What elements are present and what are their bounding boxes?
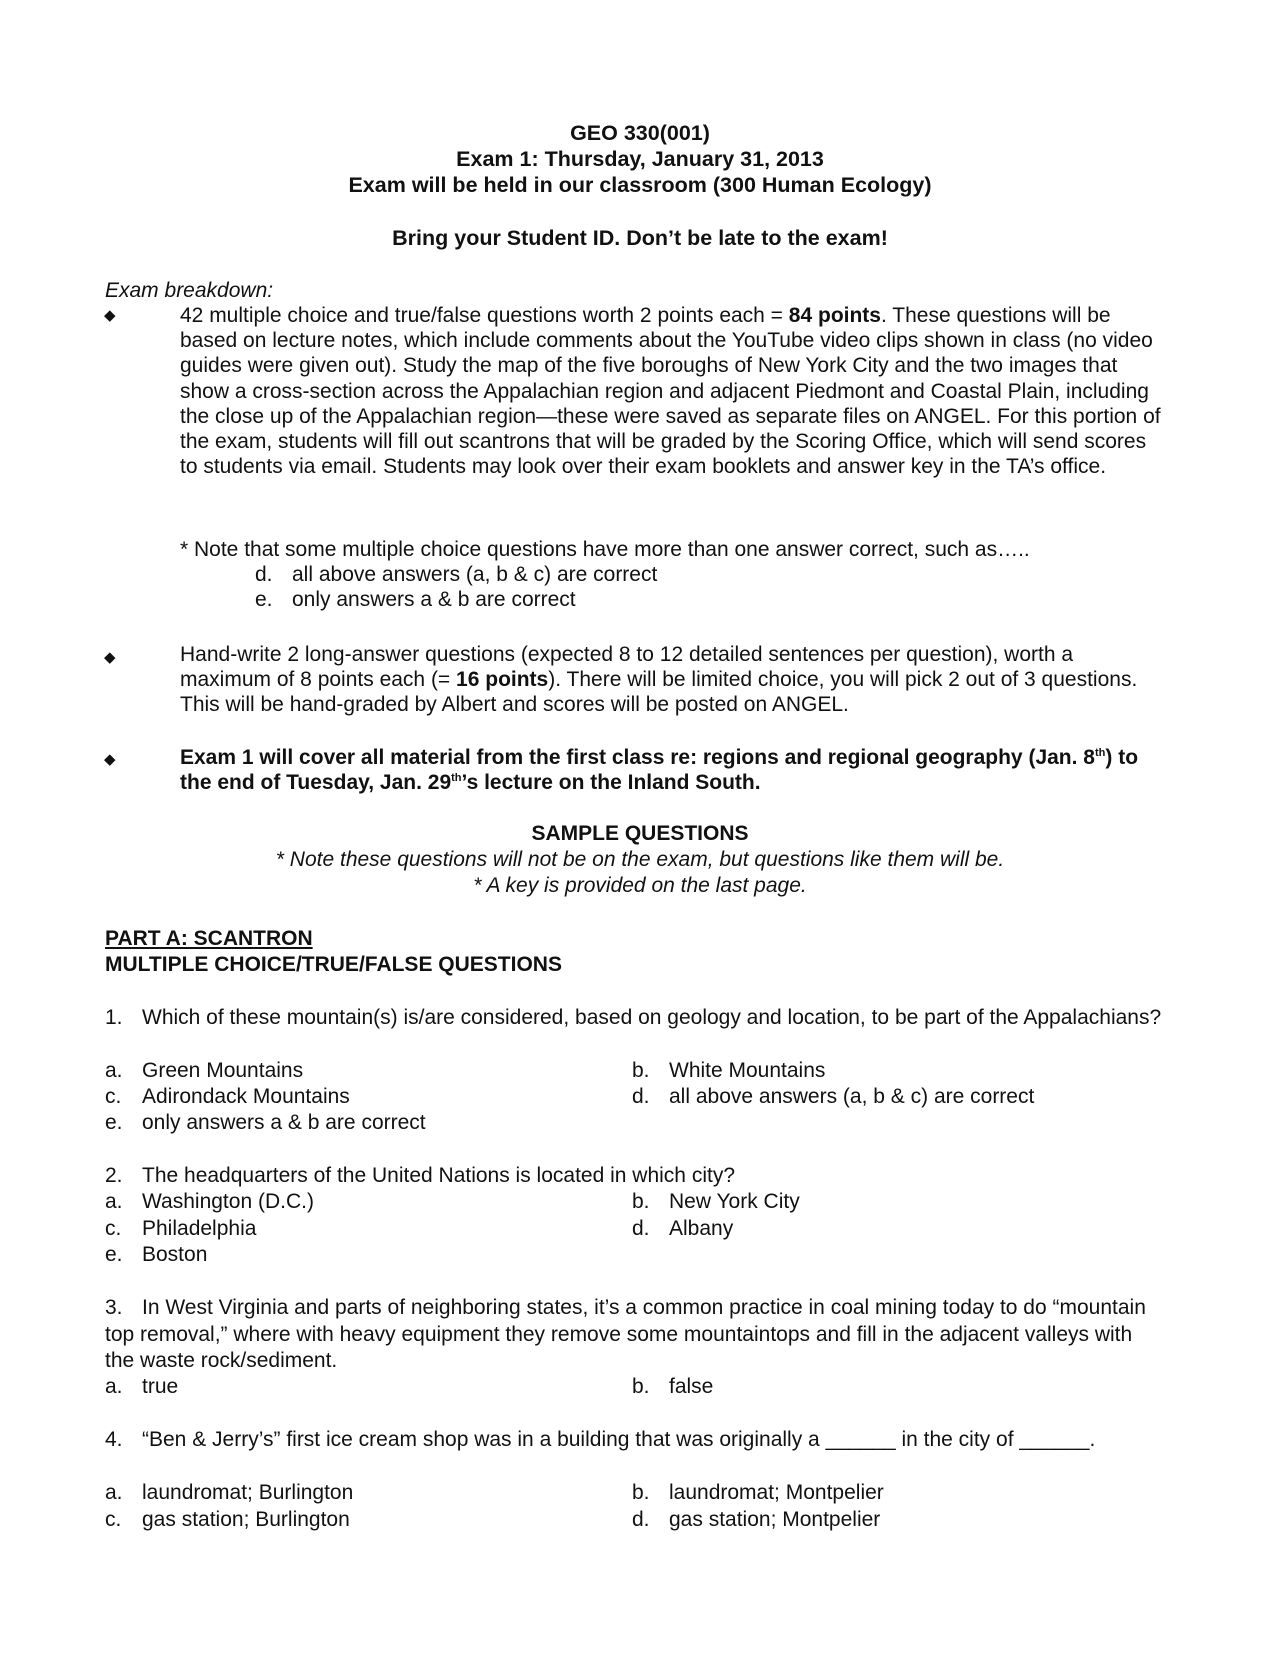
exam-reminder: Bring your Student ID. Don’t be late to the exam! xyxy=(392,226,888,250)
option-letter: d. xyxy=(632,1508,650,1531)
q1-option-e xyxy=(105,1110,426,1136)
item3-sup2: th xyxy=(451,772,462,785)
bullet-icon: ◆ xyxy=(104,649,116,666)
sub-item-e-text: only answers a & b are correct xyxy=(292,588,576,611)
option-text: all above answers (a, b & c) are correct xyxy=(669,1085,1035,1108)
question-text: Which of these mountain(s) is/are considered, based on geology and location, to be part of the Appalachians? xyxy=(142,1006,1162,1029)
q3-option-b xyxy=(632,1374,713,1400)
option-letter: d. xyxy=(632,1217,650,1240)
option-text: Washington (D.C.) xyxy=(142,1190,314,1213)
question-text: The headquarters of the United Nations is located in which city? xyxy=(142,1164,735,1187)
q1-option-d xyxy=(632,1084,1034,1110)
q4-option-a xyxy=(105,1480,353,1506)
breakdown-note: * Note that some multiple choice questions have more than one answer correct, such as….. xyxy=(180,538,1030,561)
option-text: gas station; Burlington xyxy=(142,1508,350,1531)
question-number: 4. xyxy=(105,1428,123,1451)
q1-option-c xyxy=(105,1084,350,1110)
sample-questions-title: SAMPLE QUESTIONS xyxy=(531,822,749,845)
part-a-title: PART A: SCANTRON xyxy=(105,927,313,950)
q4-option-c xyxy=(105,1507,350,1533)
sub-item-d-letter: d. xyxy=(255,563,273,586)
option-text: Philadelphia xyxy=(142,1217,257,1240)
question-3 xyxy=(105,1295,1165,1375)
question-4 xyxy=(105,1427,1165,1454)
option-letter: b. xyxy=(632,1481,650,1504)
q4-option-b xyxy=(632,1480,884,1506)
option-text: Green Mountains xyxy=(142,1059,304,1082)
q3-option-a xyxy=(105,1374,178,1400)
option-text: true xyxy=(142,1375,179,1398)
option-text: New York City xyxy=(669,1190,800,1213)
part-a-subtitle: MULTIPLE CHOICE/TRUE/FALSE QUESTIONS xyxy=(105,953,562,976)
option-letter: a. xyxy=(105,1190,123,1213)
option-text: laundromat; Burlington xyxy=(142,1481,354,1504)
q2-option-a xyxy=(105,1189,314,1215)
option-text: White Mountains xyxy=(669,1059,826,1082)
option-text: Albany xyxy=(669,1217,734,1240)
note-sub-item-d xyxy=(255,562,657,587)
note-sub-item-e xyxy=(255,587,576,612)
item1-points: 84 points xyxy=(788,304,881,327)
item2-text-pre: Hand-write 2 long-answer questions (expected 8 to 12 detailed sentences per question), worth a maximum of 8 points each (= xyxy=(180,643,1074,692)
q2-option-b xyxy=(632,1189,800,1215)
sub-item-e-letter: e. xyxy=(255,588,273,611)
option-text: gas station; Montpelier xyxy=(669,1508,881,1531)
option-letter: c. xyxy=(105,1217,122,1240)
item3-sup1: th xyxy=(1094,747,1106,759)
option-letter: b. xyxy=(632,1059,650,1082)
question-number: 2. xyxy=(105,1164,123,1187)
breakdown-heading: Exam breakdown: xyxy=(105,279,274,302)
q1-option-a xyxy=(105,1058,303,1084)
option-text: Adirondack Mountains xyxy=(142,1085,350,1108)
question-number: 1. xyxy=(105,1006,123,1029)
item3-part3: ’s lecture on the Inland South. xyxy=(461,771,761,795)
breakdown-item-2 xyxy=(180,642,1165,718)
question-2 xyxy=(105,1163,1165,1190)
question-text: “Ben & Jerry’s” first ice cream shop was in a building that was originally a ______ in the city of ______. xyxy=(142,1428,1096,1451)
item3-part1: Exam 1 will cover all material from the first class re: regions and regional geography (Jan. 8 xyxy=(180,746,1095,769)
sample-note-2: * A key is provided on the last page. xyxy=(473,874,807,897)
sub-item-d-text: all above answers (a, b & c) are correct xyxy=(292,563,658,586)
option-text: only answers a & b are correct xyxy=(142,1111,426,1134)
question-text: In West Virginia and parts of neighboring states, it’s a common practice in coal mining today to do “mountain top removal,” where with heavy equipment they remove some mountaintops and fill in the adjacent valleys with the waste rock/sediment. xyxy=(105,1296,1146,1372)
bullet-icon: ◆ xyxy=(104,751,116,768)
option-letter: b. xyxy=(632,1190,650,1213)
option-text: laundromat; Montpelier xyxy=(669,1481,884,1504)
item2-points: 16 points xyxy=(456,668,549,692)
option-text: Boston xyxy=(142,1243,208,1266)
option-letter: a. xyxy=(105,1059,123,1082)
q2-option-e xyxy=(105,1242,207,1268)
option-letter: b. xyxy=(632,1375,650,1398)
option-letter: e. xyxy=(105,1111,123,1134)
q2-option-d xyxy=(632,1216,733,1242)
sample-note-1: * Note these questions will not be on the exam, but questions like them will be. xyxy=(275,848,1005,871)
bullet-icon: ◆ xyxy=(104,307,116,324)
course-title: GEO 330(001) xyxy=(570,121,710,145)
option-letter: d. xyxy=(632,1085,650,1108)
exam-location: Exam will be held in our classroom (300 Human Ecology) xyxy=(348,173,932,197)
option-text: false xyxy=(669,1375,714,1398)
question-1 xyxy=(105,1005,1165,1032)
question-number: 3. xyxy=(105,1296,123,1319)
option-letter: e. xyxy=(105,1243,123,1266)
option-letter: c. xyxy=(105,1508,122,1531)
option-letter: c. xyxy=(105,1085,122,1108)
q2-option-c xyxy=(105,1216,256,1242)
q1-option-b xyxy=(632,1058,825,1084)
option-letter: a. xyxy=(105,1481,123,1504)
item1-text-pre: 42 multiple choice and true/false questions worth 2 points each = xyxy=(180,304,789,327)
breakdown-item-1 xyxy=(180,303,1165,479)
item3-part2: ) to the end of Tuesday, Jan. 29 xyxy=(180,746,1139,795)
item2-text-post: ). There will be limited choice, you will pick 2 out of 3 questions. This will be hand-graded by Albert and scores will be posted on ANGEL. xyxy=(180,668,1138,717)
item1-text-post: . These questions will be based on lecture notes, which include comments about the YouTube video clips shown in class (no video guides were given out). Study the map of the five boroughs of New York City and the two images that show a cross-section across the Appalachian region and adjacent Piedmont and Coastal Plain, including the close up of the Appalachian region—these were saved as separate files on ANGEL. For this portion of the exam, students will fill out scantrons that will be graded by the Scoring Office, which will send scores to students via email. Students may look over their exam booklets and answer key in the TA’s office. xyxy=(180,304,1161,479)
breakdown-item-3 xyxy=(180,745,1165,795)
exam-date: Exam 1: Thursday, January 31, 2013 xyxy=(456,147,824,171)
option-letter: a. xyxy=(105,1375,123,1398)
q4-option-d xyxy=(632,1507,880,1533)
